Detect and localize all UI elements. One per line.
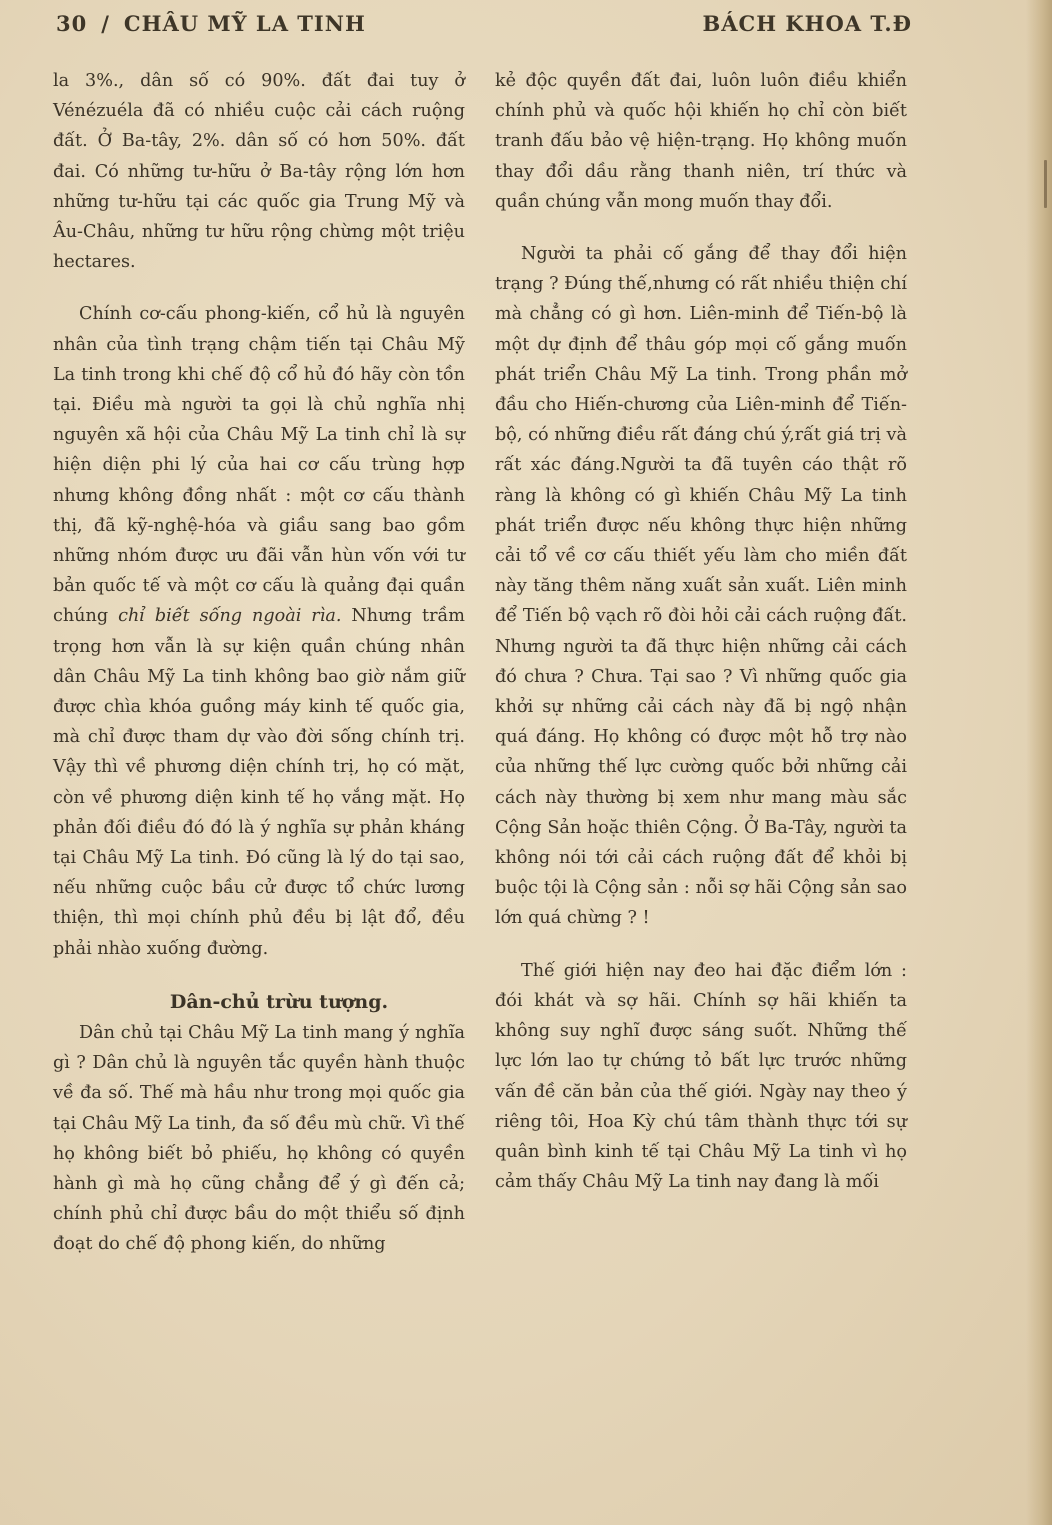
left-column bbox=[53, 66, 465, 1260]
section-title: CHÂU MỸ LA TINH bbox=[123, 10, 366, 36]
right-paragraph-3: Thế giới hiện nay đeo hai đặc điểm lớn : đói khát và sợ hãi. Chính sợ hãi khiến ta không suy nghĩ được sáng suốt. Những thế lực lớn lao tự chứng tỏ bất lực trước những vấn đề căn bản của thế giới. Ngày nay theo ý riêng tôi, Hoa Kỳ chú tâm thành thực tới sự quân bình kinh tế tại Châu Mỹ La tinh vì họ cảm thấy Châu Mỹ La tinh nay đang là mối bbox=[495, 960, 907, 1193]
header-separator: / bbox=[101, 10, 110, 36]
page-header bbox=[56, 6, 912, 40]
right-paragraph-1: kẻ độc quyền đất đai, luôn luôn điều khiển chính phủ và quốc hội khiến họ chỉ còn biết tranh đấu bảo vệ hiện-trạng. Họ không muốn thay đổi dầu rằng thanh niên, trí thức và quần chúng vẫn mong muốn thay đổi. bbox=[495, 71, 907, 212]
right-paragraph-2: Người ta phải cố gắng để thay đổi hiện trạng ? Đúng thế,nhưng có rất nhiều thiện chí mà chẳng có gì hơn. Liên-minh để Tiến-bộ là một dự định để thâu góp mọi cố gắng muốn phát triển Châu Mỹ La tinh. Trong phần mở đầu cho Hiến-chương của Liên-minh để Tiến-bộ, có những điều rất đáng chú ý,rất giá trị và rất xác đáng.Người ta đã tuyên cáo thật rõ ràng là không có gì khiến Châu Mỹ La tinh phát triển được nếu không thực hiện những cải tổ về cơ cấu thiết yếu làm cho miền đất này tăng thêm năng xuất sản xuất. Liên minh để Tiến bộ vạch rõ đòi hỏi cải cách ruộng đất. Nhưng người ta đã thực hiện những cải cách đó chưa ? Chưa. Tại sao ? Vì những quốc gia khởi sự những cải cách này đã bị ngộ nhận quá đáng. Họ không có được một hỗ trợ nào của những thế lực cường quốc bởi những cải cách này thường bị xem như mang màu sắc Cộng Sản hoặc thiên Cộng. Ở Ba-Tây, người ta không nói tới cải cách ruộng đất để khỏi bị buộc tội là Cộng sản : nỗi sợ hãi Cộng sản sao lớn quá chừng ? ! bbox=[495, 244, 908, 929]
left-paragraph-1: la 3%., dân số có 90%. đất đai tuy ở Vénézuéla đã có nhiều cuộc cải cách ruộng đất. Ở Ba-tây, 2%. dân số có hơn 50%. đất đai. Có những tư-hữu ở Ba-tây rộng lớn hơn những tư-hữu tại các quốc gia Trung Mỹ và Âu-Châu, những tư hữu rộng chừng một triệu hectares. bbox=[53, 71, 465, 273]
left-paragraph-2-text: Chính cơ-cấu phong-kiến, cổ hủ là nguyên nhân của tình trạng chậm tiến tại Châu Mỹ La tinh trong khi chế độ cổ hủ đó hãy còn tồn tại. Điều mà người ta gọi là chủ nghĩa nhị nguyên xã hội của Châu Mỹ La tinh chỉ là sự hiện diện phi lý của hai cơ cấu trùng hợp nhưng không đồng nhất : một cơ cấu thành thị, đã kỹ-nghệ-hóa và giầu sang bao gồm những nhóm được ưu đãi vẫn hùn vốn với tư bản quốc tế và một cơ cấu là quảng đại quần chúng bbox=[53, 304, 465, 627]
subheading: Dân-chủ trừu tượng. bbox=[169, 990, 389, 1013]
left-paragraph-2-rest: Nhưng trầm trọng hơn vẫn là sự kiện quần chúng nhân dân Châu Mỹ La tinh không bao giờ nắm giữ được chìa khóa guồng máy kinh tế quốc gia, mà chỉ được tham dự vào đời sống chính trị. Vậy thì về phương diện chính trị, họ có mặt, còn về phương diện kinh tế họ vắng mặt. Họ phản đối điều đó đó là ý nghĩa sự phản kháng tại Châu Mỹ La tinh. Đó cũng là lý do tại sao, nếu những cuộc bầu cử được tổ chức lương thiện, thì mọi chính phủ đều bị lật đổ, đều phải nhào xuống đường. bbox=[53, 606, 465, 959]
margin-mark bbox=[1044, 160, 1047, 208]
publication-name: BÁCH KHOA T.Đ bbox=[702, 10, 912, 36]
left-paragraph-2-italic: chỉ biết sống ngoài rìa. bbox=[118, 606, 342, 627]
page-number: 30 bbox=[56, 10, 88, 36]
left-paragraph-2 bbox=[53, 299, 465, 963]
right-column bbox=[495, 66, 907, 1197]
page-edge-shadow bbox=[1026, 0, 1052, 1525]
left-paragraph-3: Dân chủ tại Châu Mỹ La tinh mang ý nghĩa gì ? Dân chủ là nguyên tắc quyền hành thuộc về đa số. Thế mà hầu như trong mọi quốc gia tại Châu Mỹ La tinh, đa số đều mù chữ. Vì thế họ không biết bỏ phiếu, họ không có quyền hành gì mà họ cũng chẳng để ý gì đến cả; chính phủ chỉ được bầu do một thiểu số định đoạt do chế độ phong kiến, do những bbox=[53, 1022, 465, 1255]
header-left bbox=[56, 11, 366, 36]
